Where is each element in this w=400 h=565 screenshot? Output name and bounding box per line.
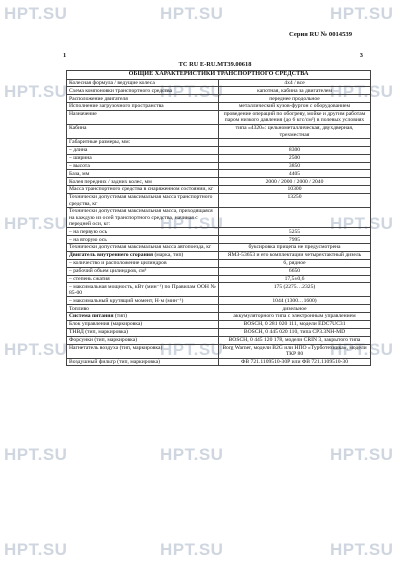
watermark-text: HPT.SU (160, 4, 224, 23)
spec-label: – ширина (67, 154, 219, 162)
spec-value: аккумуляторного типа с электронным управлением (219, 313, 371, 321)
spec-row (67, 336, 371, 344)
spec-row (67, 313, 371, 321)
spec-label: Воздушный фильтр (тип, маркировка) (67, 358, 219, 366)
spec-value: металлический кузов-фургон с оборудованием (219, 103, 371, 111)
spec-label: – максимальная мощность, кВт (мин⁻¹) по Правилам ООН № 85-00 (67, 283, 219, 297)
spec-label: – на первую ось (67, 228, 219, 236)
spec-label: – степень сжатия (67, 275, 219, 283)
spec-row (67, 139, 371, 147)
spec-value: ФВ 721.1109510-30Р или ФВ 721.1109510-30 (219, 358, 371, 366)
spec-label: Назначение (67, 110, 219, 124)
watermark-text: HPT.SU (4, 340, 68, 359)
watermark-text: HPT.SU (4, 4, 68, 23)
spec-label: ТНВД (тип, маркировка) (67, 328, 219, 336)
spec-table (66, 70, 371, 366)
spec-label: – на вторую ось (67, 236, 219, 244)
spec-row (67, 320, 371, 328)
spec-label: Колея передних / задних колес, мм (67, 178, 219, 186)
spec-label: Расположение двигателя (67, 95, 219, 103)
spec-row (67, 103, 371, 111)
spec-row (67, 236, 371, 244)
watermark-text: HPT.SU (330, 4, 394, 23)
watermark-text: HPT.SU (160, 214, 224, 233)
watermark-text: HPT.SU (4, 540, 68, 559)
section-title: ОБЩИЕ ХАРАКТЕРИСТИКИ ТРАНСПОРТНОГО СРЕДСТВА (67, 71, 371, 80)
spec-value: 5255 (219, 228, 371, 236)
spec-label: Кабина (67, 125, 219, 139)
spec-value: 10300 (219, 186, 371, 194)
spec-row (67, 259, 371, 267)
spec-row (67, 244, 371, 252)
spec-row (67, 154, 371, 162)
watermark-text: HPT.SU (4, 82, 68, 101)
page-number-left: 1 (63, 52, 67, 59)
watermark-text: HPT.SU (330, 445, 394, 464)
spec-row (67, 228, 371, 236)
spec-label: Двигатель внутреннего сгорания (марка, тип) (67, 251, 219, 259)
spec-value: 2000 / 2000 / 2000 / 2040 (219, 178, 371, 186)
spec-value: 3850 (219, 162, 371, 170)
watermark-text: HPT.SU (160, 445, 224, 464)
spec-row (67, 208, 371, 228)
spec-label: Нагнетатель воздуха (тип, маркировка) (67, 344, 219, 358)
spec-label: – максимальный крутящий момент, Н·м (мин⁻¹) (67, 297, 219, 305)
spec-row (67, 275, 371, 283)
spec-label: Схема компоновки транспортного средства (67, 87, 219, 95)
spec-label: Технически допустимая максимальная масса, приходящаяся на каждую из осей транспортного средства, начиная с передней оси, кг: (67, 208, 219, 228)
spec-row (67, 178, 371, 186)
spec-row (67, 79, 371, 87)
spec-row (67, 125, 371, 139)
watermark-text: HPT.SU (4, 214, 68, 233)
spec-value: 2500 (219, 154, 371, 162)
spec-value: 175 (2275…2325) (219, 283, 371, 297)
spec-row (67, 251, 371, 259)
watermark-text: HPT.SU (330, 340, 394, 359)
spec-value: 7995 (219, 236, 371, 244)
spec-value: 4x4 / все (219, 79, 371, 87)
spec-label: – высота (67, 162, 219, 170)
spec-value: 17,5±0,6 (219, 275, 371, 283)
spec-label: – количество и расположение цилиндров (67, 259, 219, 267)
spec-value: BOSCH, 0 281 020 111, модели EDC7UC31 (219, 320, 371, 328)
section-header-row (67, 71, 371, 80)
spec-row (67, 146, 371, 154)
spec-value: переднее продольное (219, 95, 371, 103)
spec-row (67, 344, 371, 358)
spec-value (219, 208, 371, 228)
spec-value: дизельное (219, 305, 371, 313)
spec-label: Технически допустимая максимальная масса автопоезда, кг (67, 244, 219, 252)
spec-value (219, 139, 371, 147)
document-code: ТС RU E-RU.МТ39.00618 (178, 61, 252, 68)
watermark-text: HPT.SU (160, 340, 224, 359)
spec-row (67, 283, 371, 297)
spec-row (67, 110, 371, 124)
spec-value: BOSCH, 0 445 020 110, типа CP3.3NH-MD (219, 328, 371, 336)
spec-label: Технически допустимая максимальная масса транспортного средства, кг (67, 194, 219, 208)
spec-label: Габаритные размеры, мм: (67, 139, 219, 147)
spec-label: Форсунки (тип, маркировка) (67, 336, 219, 344)
watermark-text: HPT.SU (160, 82, 224, 101)
spec-value: капотная, кабина за двигателем (219, 87, 371, 95)
spec-value: типа «4320»: цельнометаллическая, двухдверная, трехместная (219, 125, 371, 139)
spec-label: – длина (67, 146, 219, 154)
spec-value: Borg Warner, модели B2G или НПО «Турботехника», модели ТКР 80 (219, 344, 371, 358)
watermark-text: HPT.SU (330, 82, 394, 101)
spec-row (67, 328, 371, 336)
spec-value: 6650 (219, 267, 371, 275)
watermark-text: HPT.SU (330, 540, 394, 559)
spec-row (67, 186, 371, 194)
spec-row (67, 305, 371, 313)
spec-value: 8300 (219, 146, 371, 154)
spec-value: ЯМЗ-53653 и его комплектации четырехтактный дизель (219, 251, 371, 259)
spec-value: проведение операций по обогреву, мойке и другим работам паром низкого давления (до 6 кгс/см²) в полевых условиях (219, 110, 371, 124)
spec-row (67, 194, 371, 208)
spec-label: Топливо (67, 305, 219, 313)
page-number-right: 3 (359, 52, 363, 59)
spec-row (67, 170, 371, 178)
spec-row (67, 162, 371, 170)
spec-label: – рабочий объем цилиндров, см³ (67, 267, 219, 275)
watermark-text: HPT.SU (4, 445, 68, 464)
spec-row (67, 87, 371, 95)
spec-value: 1044 (1300…1600) (219, 297, 371, 305)
serial-number: Серия RU № 0014539 (289, 31, 352, 38)
spec-row (67, 267, 371, 275)
spec-value: буксировка прицепа не предусмотрена (219, 244, 371, 252)
spec-row (67, 95, 371, 103)
spec-value: 6, рядное (219, 259, 371, 267)
spec-row (67, 297, 371, 305)
spec-label: Блок управления (маркировка) (67, 320, 219, 328)
spec-value: 13250 (219, 194, 371, 208)
watermark-text: HPT.SU (160, 540, 224, 559)
spec-label: Система питания (тип) (67, 313, 219, 321)
spec-label: База, мм (67, 170, 219, 178)
watermark-text: HPT.SU (330, 214, 394, 233)
spec-label: Исполнение загрузочного пространства (67, 103, 219, 111)
spec-value: BOSCH, 0 445 120 178, модели CRIN 3, закрытого типа (219, 336, 371, 344)
spec-row (67, 358, 371, 366)
spec-label: Масса транспортного средства в снаряженном состоянии, кг (67, 186, 219, 194)
spec-label: Колесная формула / ведущие колеса (67, 79, 219, 87)
spec-value: 4405 (219, 170, 371, 178)
